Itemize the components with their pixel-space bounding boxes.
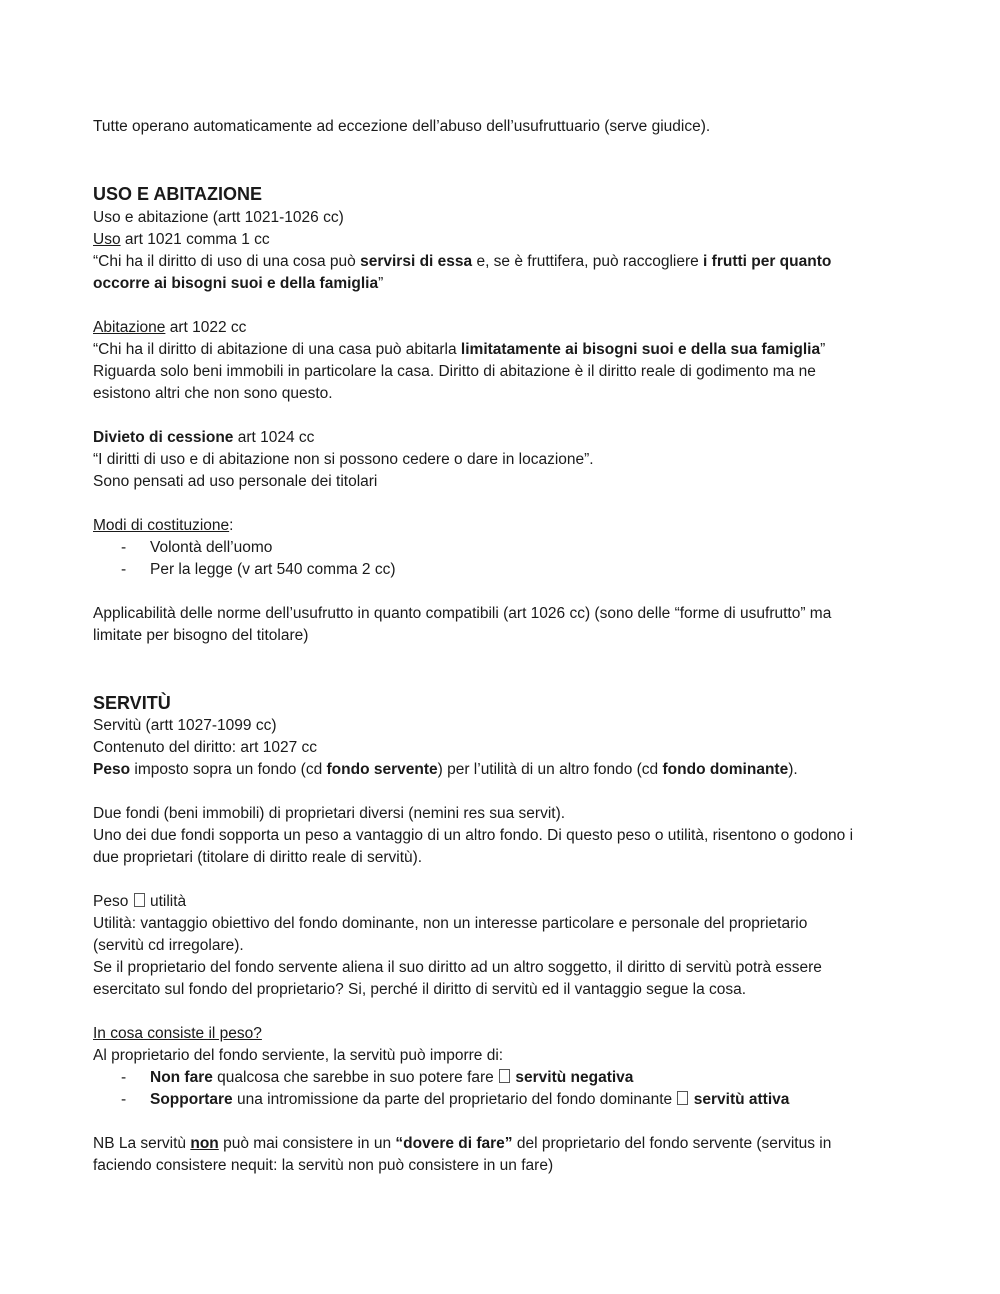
- al-proprietario-text: Al proprietario del fondo serviente, la servitù può imporre di:: [93, 1047, 504, 1064]
- peso-text: imposto sopra un fondo (cd: [130, 761, 327, 778]
- abitazione-text2: esistono altri che non sono questo.: [93, 385, 333, 402]
- uso-ref: art 1021 comma 1 cc: [120, 231, 270, 248]
- servitu-attiva-bold: servitù attiva: [689, 1091, 790, 1108]
- in-cosa-heading: [93, 1023, 262, 1045]
- missing-glyph-icon: [499, 1069, 510, 1083]
- uno-text1: Uno dei due fondi sopporta un peso a vantaggio di un altro fondo. Di questo peso o utilità, risentono o godono i: [93, 827, 854, 844]
- list-item: Volontà dell’uomo: [150, 539, 273, 556]
- applicabilita-line2: limitate per bisogno del titolare): [93, 627, 309, 644]
- heading-uso-abitazione: USO E ABITAZIONE: [93, 184, 263, 204]
- modi-colon: :: [229, 517, 234, 534]
- quote-text: e, se è fruttifera, può raccogliere: [472, 253, 704, 270]
- uno-text2: due proprietari (titolare di diritto reale di servitù).: [93, 849, 423, 866]
- fondo-dominante-bold: fondo dominante: [662, 761, 789, 778]
- quote-text: ”: [820, 341, 826, 358]
- nb-text: del proprietario del fondo servente (servitus in: [512, 1135, 832, 1152]
- nb-text: NB La servitù: [93, 1135, 191, 1152]
- list-dash: -: [121, 539, 127, 556]
- list-item-non-fare: [150, 1067, 633, 1089]
- utilita-word: utilità: [145, 893, 187, 910]
- abitazione-ref-line: [93, 317, 246, 339]
- utilita-text2: (servitù cd irregolare).: [93, 937, 244, 954]
- fondo-servente-bold: fondo servente: [326, 761, 438, 778]
- peso-utilita-line: [93, 891, 186, 913]
- modi-label: Modi di costituzione: [93, 517, 230, 534]
- uso-quote-line1: [93, 251, 831, 273]
- applicabilita-line1: Applicabilità delle norme dell’usufrutto in quanto compatibili (art 1026 cc) (sono delle “forme di usufrutto” ma: [93, 605, 832, 622]
- abitazione-text1: Riguarda solo beni immobili in particolare la casa. Diritto di abitazione è il diritto reale di godimento ma ne: [93, 363, 816, 380]
- modi-line: [93, 515, 233, 537]
- list-dash: -: [121, 561, 127, 578]
- uso-label: Uso: [93, 231, 121, 248]
- item-text: qualcosa che sarebbe in suo potere fare: [212, 1069, 499, 1086]
- list-item-sopportare: [150, 1089, 789, 1111]
- quote-bold: i frutti per quanto: [703, 253, 832, 270]
- quote-bold: servirsi di essa: [360, 253, 473, 270]
- non-fare-bold: Non fare: [150, 1069, 213, 1086]
- utilita-text1: Utilità: vantaggio obiettivo del fondo dominante, non un interesse particolare e personale del proprietario: [93, 915, 808, 932]
- divieto-text: Sono pensati ad uso personale dei titolari: [93, 473, 378, 490]
- nb-text: può mai consistere in un: [218, 1135, 396, 1152]
- nb-line1: [93, 1133, 831, 1155]
- list-dash: -: [121, 1091, 127, 1108]
- due-fondi-text: Due fondi (beni immobili) di proprietari diversi (nemini res sua servit).: [93, 805, 566, 822]
- quote-text: “Chi ha il diritto di abitazione di una casa può abitarla: [93, 341, 461, 358]
- peso-line: [93, 759, 798, 781]
- peso-word: Peso: [93, 893, 133, 910]
- quote-text: “Chi ha il diritto di uso di una cosa può: [93, 253, 361, 270]
- abitazione-label: Abitazione: [93, 319, 166, 336]
- servitu-subtitle: Servitù (artt 1027-1099 cc): [93, 717, 277, 734]
- non-bold-underlined: non: [190, 1135, 219, 1152]
- quote-bold: occorre ai bisogni suoi e della famiglia: [93, 275, 379, 292]
- servitu-contenuto: Contenuto del diritto: art 1027 cc: [93, 739, 318, 756]
- uso-subtitle: Uso e abitazione (artt 1021-1026 cc): [93, 209, 344, 226]
- se-text2: esercitato sul fondo del proprietario? Si, perché il diritto di servitù ed il vantaggio segue la cosa.: [93, 981, 747, 998]
- nb-line2: faciendo consistere nequit: la servitù non può consistere in un fare): [93, 1157, 554, 1174]
- divieto-line: [93, 427, 314, 449]
- se-text1: Se il proprietario del fondo servente aliena il suo diritto ad un altro soggetto, il diritto di servitù potrà essere: [93, 959, 822, 976]
- peso-text: ) per l’utilità di un altro fondo (cd: [437, 761, 663, 778]
- list-item: Per la legge (v art 540 comma 2 cc): [150, 561, 396, 578]
- missing-glyph-icon: [134, 893, 145, 907]
- sopportare-bold: Sopportare: [150, 1091, 233, 1108]
- quote-bold: limitatamente ai bisogni suoi e della sua famiglia: [460, 341, 821, 358]
- quote-text: ”: [378, 275, 384, 292]
- divieto-quote: “I diritti di uso e di abitazione non si possono cedere o dare in locazione”.: [93, 451, 594, 468]
- abitazione-quote: [93, 339, 825, 361]
- servitu-negativa-bold: servitù negativa: [511, 1069, 634, 1086]
- in-cosa-label: In cosa consiste il peso?: [93, 1025, 262, 1042]
- missing-glyph-icon: [677, 1091, 688, 1105]
- dovere-di-fare-bold: “dovere di fare”: [395, 1135, 513, 1152]
- peso-text: ).: [788, 761, 798, 778]
- intro-text: Tutte operano automaticamente ad eccezione dell’abuso dell’usufruttuario (serve giudice).: [93, 118, 711, 135]
- list-dash: -: [121, 1069, 127, 1086]
- abitazione-ref: art 1022 cc: [165, 319, 247, 336]
- divieto-label: Divieto di cessione: [93, 429, 234, 446]
- divieto-ref: art 1024 cc: [233, 429, 315, 446]
- uso-ref-line: [93, 229, 270, 251]
- item-text: una intromissione da parte del proprietario del fondo dominante: [232, 1091, 677, 1108]
- peso-bold: Peso: [93, 761, 131, 778]
- heading-servitu: SERVITÙ: [93, 693, 171, 713]
- uso-quote-line2: [93, 273, 383, 295]
